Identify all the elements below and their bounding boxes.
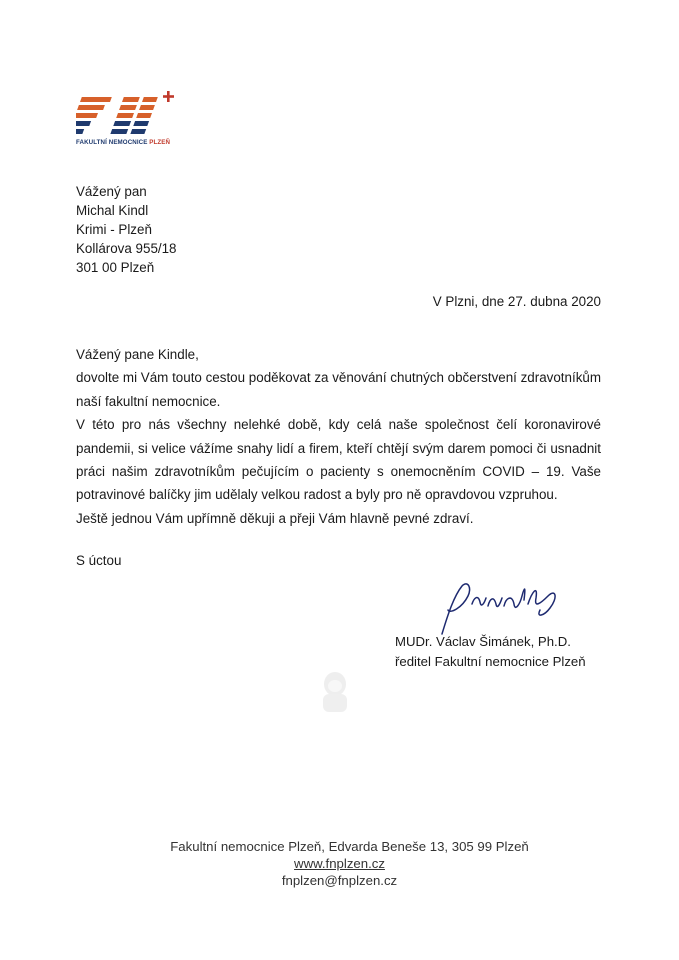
- signer-name: MUDr. Václav Šimánek, Ph.D.: [395, 634, 571, 649]
- logo-caption-main: FAKULTNÍ NEMOCNICE: [76, 139, 150, 146]
- recipient-line: 301 00 Plzeň: [76, 260, 155, 275]
- footer-email[interactable]: fnplzen@fnplzen.cz: [281, 873, 398, 888]
- paragraph: dovolte mi Vám touto cestou poděkovat za věnování chutných občerstvení zdravotníkům naší fakultní nemocnice.: [76, 370, 601, 409]
- recipient-address: [76, 182, 177, 277]
- fn-logo-icon: [76, 91, 186, 139]
- letter-footer: [0, 838, 679, 889]
- letter-date: V Plzni, dne 27. dubna 2020: [432, 294, 601, 309]
- letter-body: [76, 343, 601, 530]
- paragraph: V této pro nás všechny nelehké době, kdy celá naše společnost čelí koronavirové pandemii, si velice vážíme snahy lidí a firem, kteří chtějí svým darem pomoci či usnadnit práci našim zdravotníkům pečujícím o pacienty s onemocněním COVID – 19. Vaše potravinové balíčky jim udělaly velkou radost a byly pro ně opravdovou vzpruhou.: [76, 417, 601, 503]
- signer-block: [395, 632, 586, 672]
- faint-stamp-icon: [318, 668, 352, 714]
- recipient-line: Michal Kindl: [76, 203, 149, 218]
- logo-caption-accent: PLZEŇ: [149, 139, 171, 146]
- logo-letter-f: [76, 97, 112, 134]
- recipient-line: Vážený pan: [76, 184, 147, 199]
- logo-letter-n: [110, 94, 157, 136]
- footer-website-link[interactable]: www.fnplzen.cz: [294, 856, 385, 871]
- signer-title: ředitel Fakultní nemocnice Plzeň: [395, 654, 586, 669]
- logo-caption: [76, 139, 170, 146]
- closing: S úctou: [76, 553, 122, 568]
- plus-icon: [163, 91, 174, 102]
- footer-address: Fakultní nemocnice Plzeň, Edvarda Beneše 13, 305 99 Plzeň: [170, 839, 529, 854]
- salutation: Vážený pane Kindle,: [76, 347, 199, 362]
- recipient-line: Kollárova 955/18: [76, 241, 177, 256]
- hospital-logo: [76, 91, 186, 153]
- paragraph: Ještě jednou Vám upřímně děkuji a přeji Vám hlavně pevné zdraví.: [76, 510, 474, 526]
- recipient-line: Krimi - Plzeň: [76, 222, 152, 237]
